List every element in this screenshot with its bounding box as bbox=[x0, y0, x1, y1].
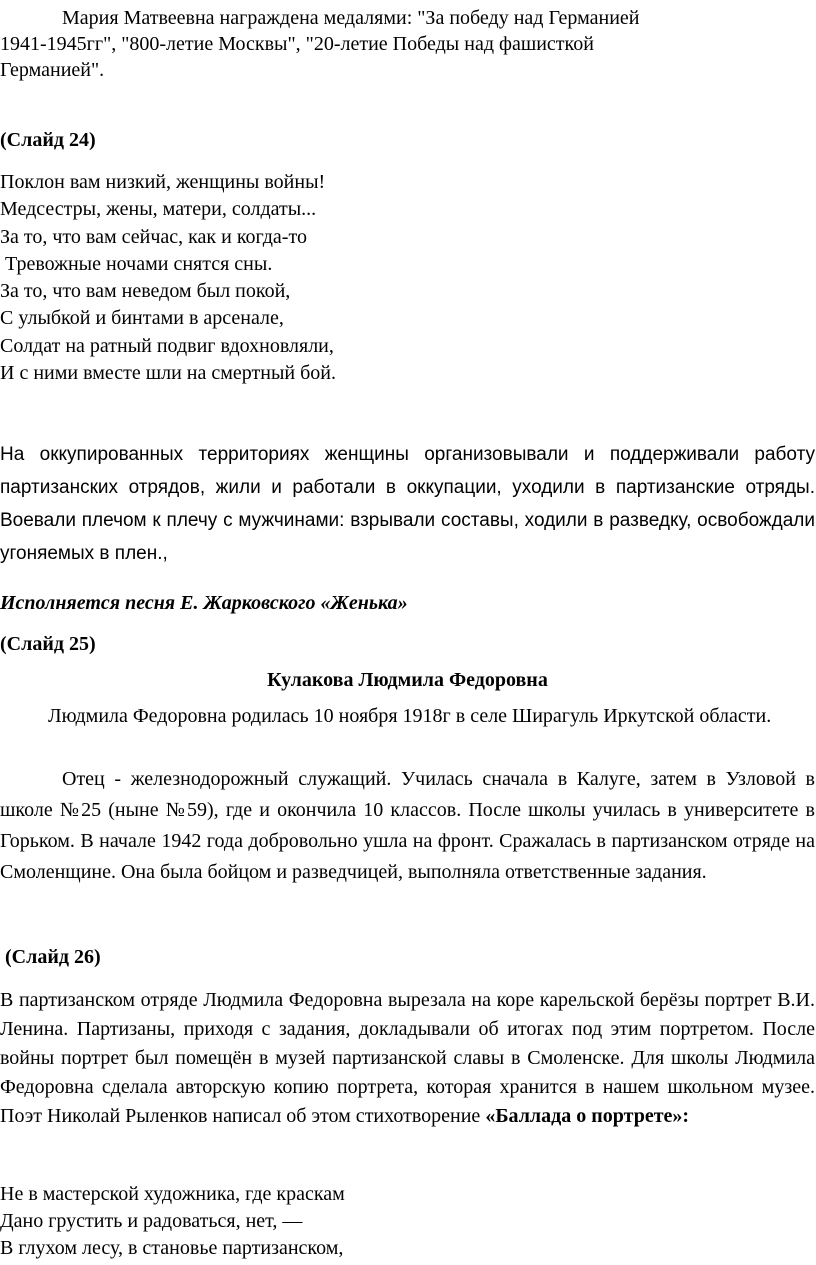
intro-paragraph bbox=[0, 5, 815, 83]
poem-1-line: За то, что вам неведом был покой, bbox=[0, 280, 291, 303]
poem-1-line: Солдат на ратный подвиг вдохновляли, bbox=[0, 334, 334, 357]
poem-1-line: За то, что вам сейчас, как и когда-то bbox=[0, 225, 307, 248]
poem-2-line: В глухом лесу, в становье партизанском, bbox=[0, 1237, 344, 1259]
poem-2-line: Дано грустить и радоваться, нет, — bbox=[0, 1210, 303, 1232]
portrait-paragraph-text: В партизанском отряде Людмила Федоровна вырезала на коре карельской берёзы портрет В.И. Ленина. Партизаны, приходя с задания, докладывали об итогах под этим портретом. После войны портрет был помещён в музей партизанской славы в Смоленске. Для школы Людмила Федоровна сделала авторскую копию портрета, которая хранится в нашем школьном музее. Поэт Николай Рыленков написал об этом стихотворение bbox=[0, 989, 815, 1127]
bio-paragraph-2: Отец - железнодорожный служащий. Училась сначала в Калуге, затем в Узловой в школе №25 (ныне №59), где и окончила 10 классов. После школы училась в университете в Горьком. В начале 1942 года добровольно ушла на фронт. Сражалась в партизанском отряде на Смоленщине. Она была бойцом и разведчицей, выполняла ответственные задания. bbox=[0, 768, 815, 883]
bio-paragraph-1: Людмила Федоровна родилась 10 ноября 1918г в селе Ширагуль Иркутской области. bbox=[48, 705, 772, 727]
slide-26-label: (Слайд 26) bbox=[0, 946, 101, 968]
intro-line-1: Мария Матвеевна награждена медалями: "За победу над Германией bbox=[62, 7, 640, 29]
poem-1-line: Медсестры, жены, матери, солдаты... bbox=[0, 198, 317, 221]
poem-2 bbox=[0, 1181, 815, 1262]
song-note: Исполняется песня Е. Жарковского «Женька» bbox=[0, 592, 408, 614]
partisans-paragraph: На оккупированных территориях женщины организовывали и поддерживали работу партизанских отрядов, жили и работали в оккупации, уходили в партизанские отряды. Воевали плечом к плечу с мужчинами: взрывали составы, ходили в разведку, освобождали угоняемых в плен., bbox=[0, 444, 815, 564]
ballad-title: «Баллада о портрете»: bbox=[485, 1105, 690, 1127]
poem-1-line: Тревожные ночами снятся сны. bbox=[0, 252, 273, 275]
poem-1-line: Поклон вам низкий, женщины войны! bbox=[0, 171, 326, 193]
poem-2-line: Не в мастерской художника, где краскам bbox=[0, 1183, 345, 1205]
poem-1 bbox=[0, 169, 815, 387]
slide-25-label: (Слайд 25) bbox=[0, 633, 96, 655]
intro-line-2: 1941-1945гг", "800-летие Москвы", "20-летие Победы над фашисткой bbox=[0, 33, 594, 55]
person-heading: Кулакова Людмила Федоровна bbox=[267, 669, 548, 691]
slide-24-label: (Слайд 24) bbox=[0, 129, 96, 151]
portrait-paragraph bbox=[0, 986, 815, 1131]
poem-1-line: И с ними вместе шли на смертный бой. bbox=[0, 362, 336, 385]
intro-line-3: Германией". bbox=[0, 59, 105, 81]
poem-1-line: С улыбкой и бинтами в арсенале, bbox=[0, 307, 284, 330]
